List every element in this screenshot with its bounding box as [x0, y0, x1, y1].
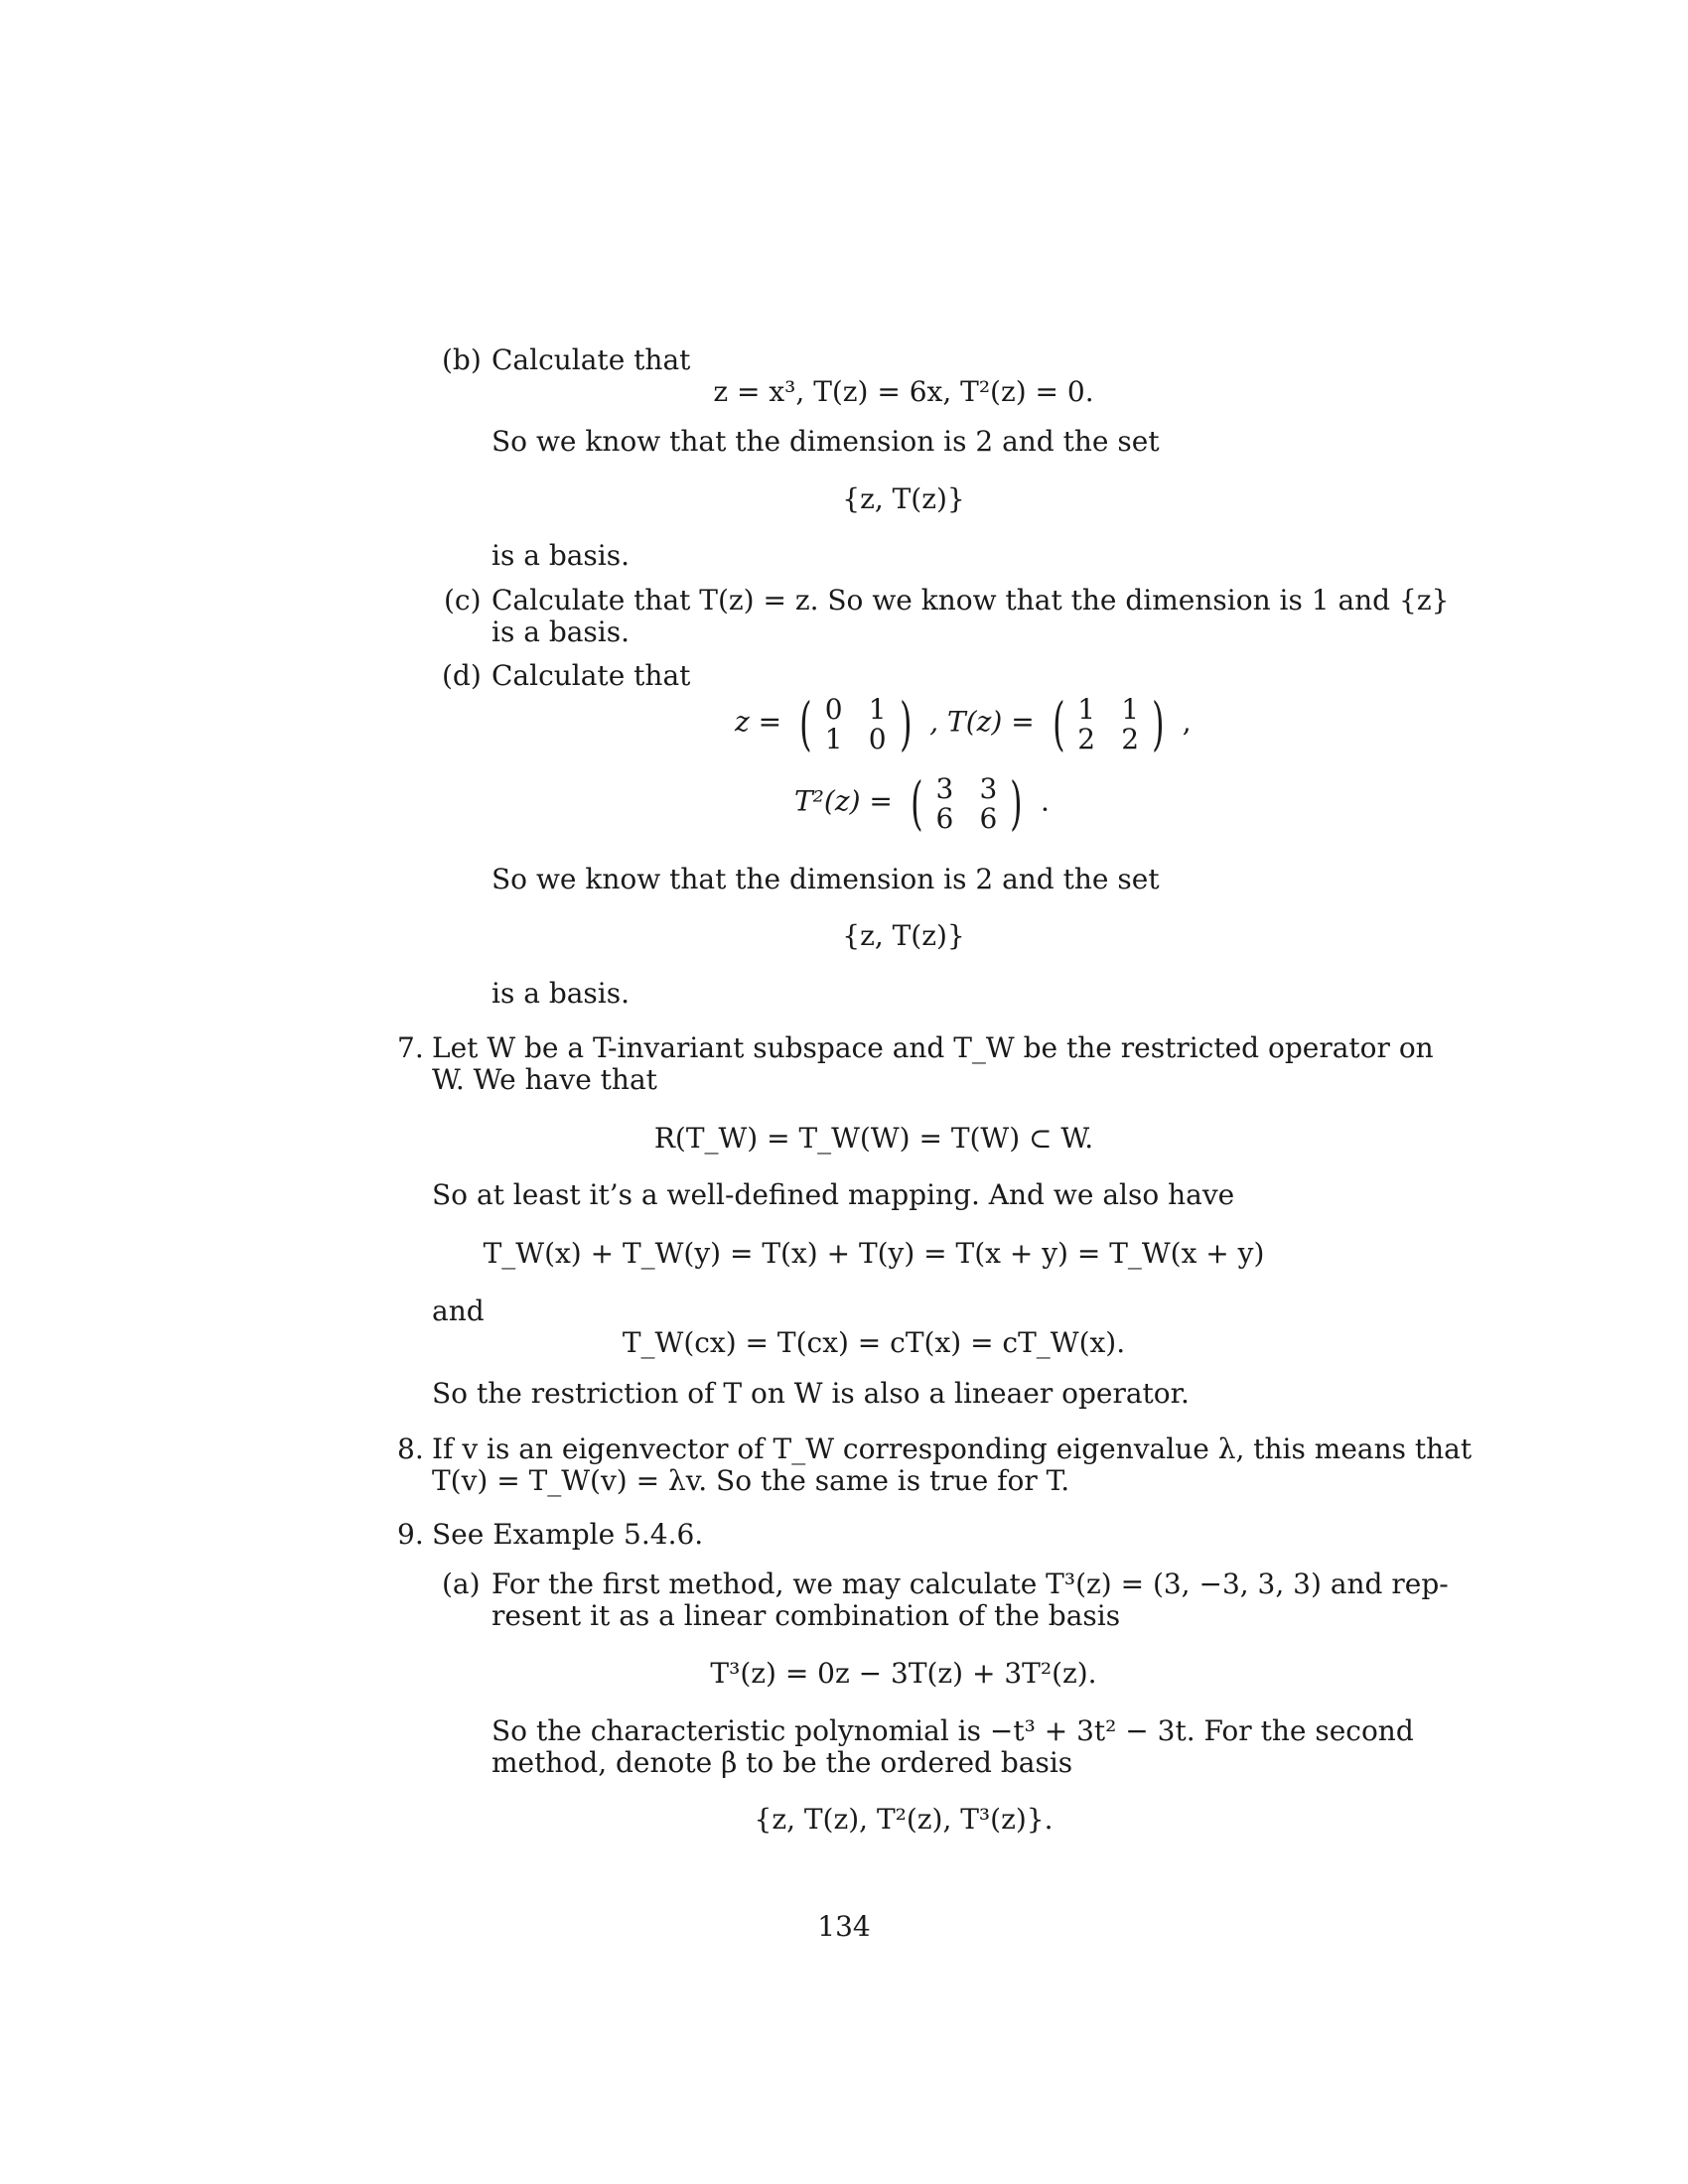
matrix-entry: 2: [1121, 723, 1140, 755]
tz-matrix: [1048, 690, 1170, 757]
item-8-line2: T(v) = T_W(v) = λv. So the same is true for T.: [432, 1464, 1070, 1497]
item-7-equation-1: R(T_W) = T_W(W) = T(W) ⊂ W.: [653, 1122, 1094, 1155]
part-b-basis-text: is a basis.: [492, 539, 631, 572]
item-7-and: and: [432, 1295, 485, 1327]
part-d-matrix-equation-1: [735, 690, 1192, 757]
matrix-entry: 1: [868, 693, 887, 726]
item-9a-line3: So the characteristic polynomial is −t³ + 3t² − 3t. For the second: [492, 1714, 1414, 1747]
part-d-intro: Calculate that: [492, 659, 691, 692]
item-9-label: 9.: [397, 1518, 424, 1551]
t2z-lhs: T²(z) =: [794, 784, 893, 818]
item-8-line1: If v is an eigenvector of T_W corresponding eigenvalue λ, this means that: [432, 1433, 1473, 1465]
right-paren-icon: ): [899, 690, 913, 757]
item-7-line2: W. We have that: [432, 1063, 657, 1096]
z-lhs: z =: [735, 705, 782, 739]
z-matrix: [794, 690, 916, 757]
matrix-entry: 1: [824, 723, 843, 755]
item-9a-label: (a): [442, 1568, 481, 1600]
item-7-line1: Let W be a T-invariant subspace and T_W be the restricted operator on: [432, 1031, 1434, 1064]
part-d-dimension-text: So we know that the dimension is 2 and the set: [492, 863, 1160, 895]
item-7-text-2: So at least it’s a well-defined mapping. And we also have: [432, 1178, 1235, 1211]
left-paren-icon: (: [910, 769, 923, 837]
part-b-set: {z, T(z)}: [842, 482, 965, 515]
item-9a-equation: T³(z) = 0z − 3T(z) + 3T²(z).: [710, 1657, 1097, 1690]
part-b-intro: Calculate that: [492, 343, 691, 376]
part-b-label: (b): [442, 343, 482, 376]
matrix-entry: 1: [1121, 693, 1140, 726]
tz-end: ,: [1182, 705, 1192, 739]
page-number: 134: [817, 1910, 871, 1943]
right-paren-icon: ): [1010, 769, 1023, 837]
tz-lhs: , T(z) =: [929, 705, 1035, 739]
item-7-equation-3: T_W(cx) = T(cx) = cT(x) = cT_W(x).: [622, 1326, 1126, 1359]
matrix-entry: 6: [935, 802, 954, 835]
part-b-dimension-text: So we know that the dimension is 2 and the set: [492, 425, 1160, 458]
matrix-entry: 3: [979, 772, 998, 805]
part-d-basis-text: is a basis.: [492, 977, 631, 1010]
item-7-label: 7.: [397, 1031, 424, 1064]
item-9a-line2: resent it as a linear combination of the basis: [492, 1599, 1121, 1632]
matrix-entry: 1: [1077, 693, 1096, 726]
right-paren-icon: ): [1152, 690, 1165, 757]
item-7-text-3: So the restriction of T on W is also a lineaer operator.: [432, 1377, 1190, 1410]
matrix-entry: 2: [1077, 723, 1096, 755]
part-d-matrix-equation-2: [794, 769, 1050, 837]
t2z-end: .: [1040, 784, 1050, 818]
matrix-entry: 0: [868, 723, 887, 755]
item-9-line1: See Example 5.4.6.: [432, 1518, 704, 1551]
part-d-set: {z, T(z)}: [842, 919, 965, 952]
part-b-equation: z = x³, T(z) = 6x, T²(z) = 0.: [713, 375, 1094, 408]
matrix-entry: 0: [824, 693, 843, 726]
part-c-line2: is a basis.: [492, 615, 631, 648]
left-paren-icon: (: [799, 690, 812, 757]
item-7-equation-2: T_W(x) + T_W(y) = T(x) + T(y) = T(x + y) = T_W(x + y): [483, 1237, 1265, 1270]
item-9a-line4: method, denote β to be the ordered basis: [492, 1746, 1073, 1779]
item-8-label: 8.: [397, 1433, 424, 1465]
t2z-matrix: [906, 769, 1028, 837]
item-9a-line1: For the first method, we may calculate T³(z) = (3, −3, 3, 3) and rep-: [492, 1568, 1449, 1600]
matrix-entry: 3: [935, 772, 954, 805]
matrix-entry: 6: [979, 802, 998, 835]
item-9a-set: {z, T(z), T²(z), T³(z)}.: [754, 1803, 1054, 1836]
part-c-line1: Calculate that T(z) = z. So we know that the dimension is 1 and {z}: [492, 584, 1450, 616]
left-paren-icon: (: [1052, 690, 1065, 757]
part-d-label: (d): [442, 659, 482, 692]
part-c-label: (c): [444, 584, 482, 616]
